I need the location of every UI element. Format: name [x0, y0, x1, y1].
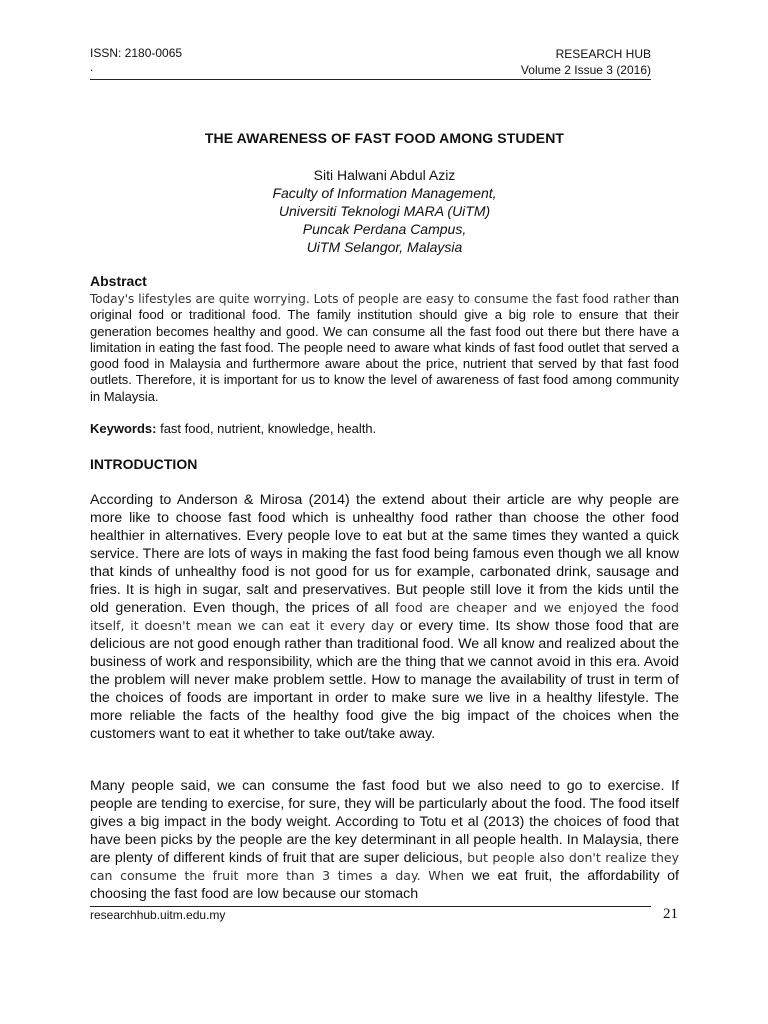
paragraph-text: but people also don't realize they can consume the fruit more than 3 times a day. When [90, 850, 679, 883]
page-number: 21 [663, 906, 678, 922]
paragraph-text: we eat fruit, the affordability of choosing the fast food are low because our stomach [90, 868, 679, 902]
author-name: Siti Halwani Abdul Aziz [313, 167, 456, 183]
affiliation-line: UiTM Selangor, Malaysia [306, 239, 463, 255]
journal-header [521, 46, 651, 78]
header-dot: . [90, 60, 94, 74]
volume-issue: Volume 2 Issue 3 (2016) [520, 63, 651, 77]
introduction-paragraph-2 [90, 777, 679, 903]
abstract-heading: Abstract [90, 273, 147, 289]
introduction-paragraph-1 [90, 491, 679, 743]
abstract-text: than original food or traditional food. The family institution should give a big role to ensure that their generation becomes healthy and good. We can consume all the fast food out there but there have a limitation in eating the fast food. The people need to aware what kinds of fast food outlet that served a good food in Malaysia and furthermore aware about the price, nutrient that served by that fast food outlets. Therefore, it is important for us to know the level of awareness of fast food among community in Malaysia. [90, 291, 679, 404]
affiliation-line: Puncak Perdana Campus, [302, 221, 467, 237]
header-rule [90, 79, 651, 80]
abstract-body [90, 291, 679, 405]
paragraph-text: or every time. Its show those food that are delicious are not good enough rather than traditional food. We all know and realized about the business of work and responsibility, which are the thing that we cannot avoid in this era. Avoid the problem will never make problem settle. How to manage the availability of trust in term of the choices of foods are important in order to make sure we live in a healthy lifestyle. The more reliable the facts of the healthy food give the big impact of the choices when the customers want to eat it whether to take out/take away. [90, 618, 679, 742]
paper-title: THE AWARENESS OF FAST FOOD AMONG STUDENT [204, 130, 565, 146]
introduction-heading: INTRODUCTION [90, 456, 198, 472]
footer-url: researchhub.uitm.edu.my [90, 908, 226, 922]
paragraph-text: food are cheaper and we enjoyed the food itself, it doesn't mean we can eat it every day [90, 600, 679, 633]
paragraph-text: Many people said, we can consume the fast food but we also need to go to exercise. If people are tending to exercise, for sure, they will be particularly about the food. The food itself gives a big impact in the body weight. According to Totu et al (2013) the choices of food that have been picks by the people are the key determinant in all people health. In Malaysia, there are plenty of different kinds of fruit that are super delicious, [90, 778, 679, 866]
issn-header [90, 46, 182, 74]
keywords-line [90, 421, 679, 436]
keywords-value: fast food, nutrient, knowledge, health. [156, 421, 377, 436]
issn-text: ISSN: 2180-0065 [90, 46, 183, 60]
affiliation-line: Faculty of Information Management, [272, 185, 497, 201]
author-block [90, 166, 679, 256]
affiliation-line: Universiti Teknologi MARA (UiTM) [278, 203, 491, 219]
paragraph-text: According to Anderson & Mirosa (2014) the extend about their article are why people are more like to choose fast food which is unhealthy food rather than choose the other food healthier in alternatives. Every people love to eat but at the same times they wanted a quick service. There are lots of ways in making the fast food being famous even though we all know that kinds of unhealthy food is not good for us for example, carbonated drink, sausage and fries. It is high in sugar, salt and preservatives. But people still love it from the kids until the old generation. Even though, the prices of all [90, 492, 679, 616]
publisher-name: RESEARCH HUB [555, 47, 651, 61]
footer-rule [90, 906, 651, 907]
keywords-label: Keywords: [90, 421, 157, 436]
abstract-first-line: Today's lifestyles are quite worrying. Lots of people are easy to consume the fast food rather [90, 292, 650, 306]
